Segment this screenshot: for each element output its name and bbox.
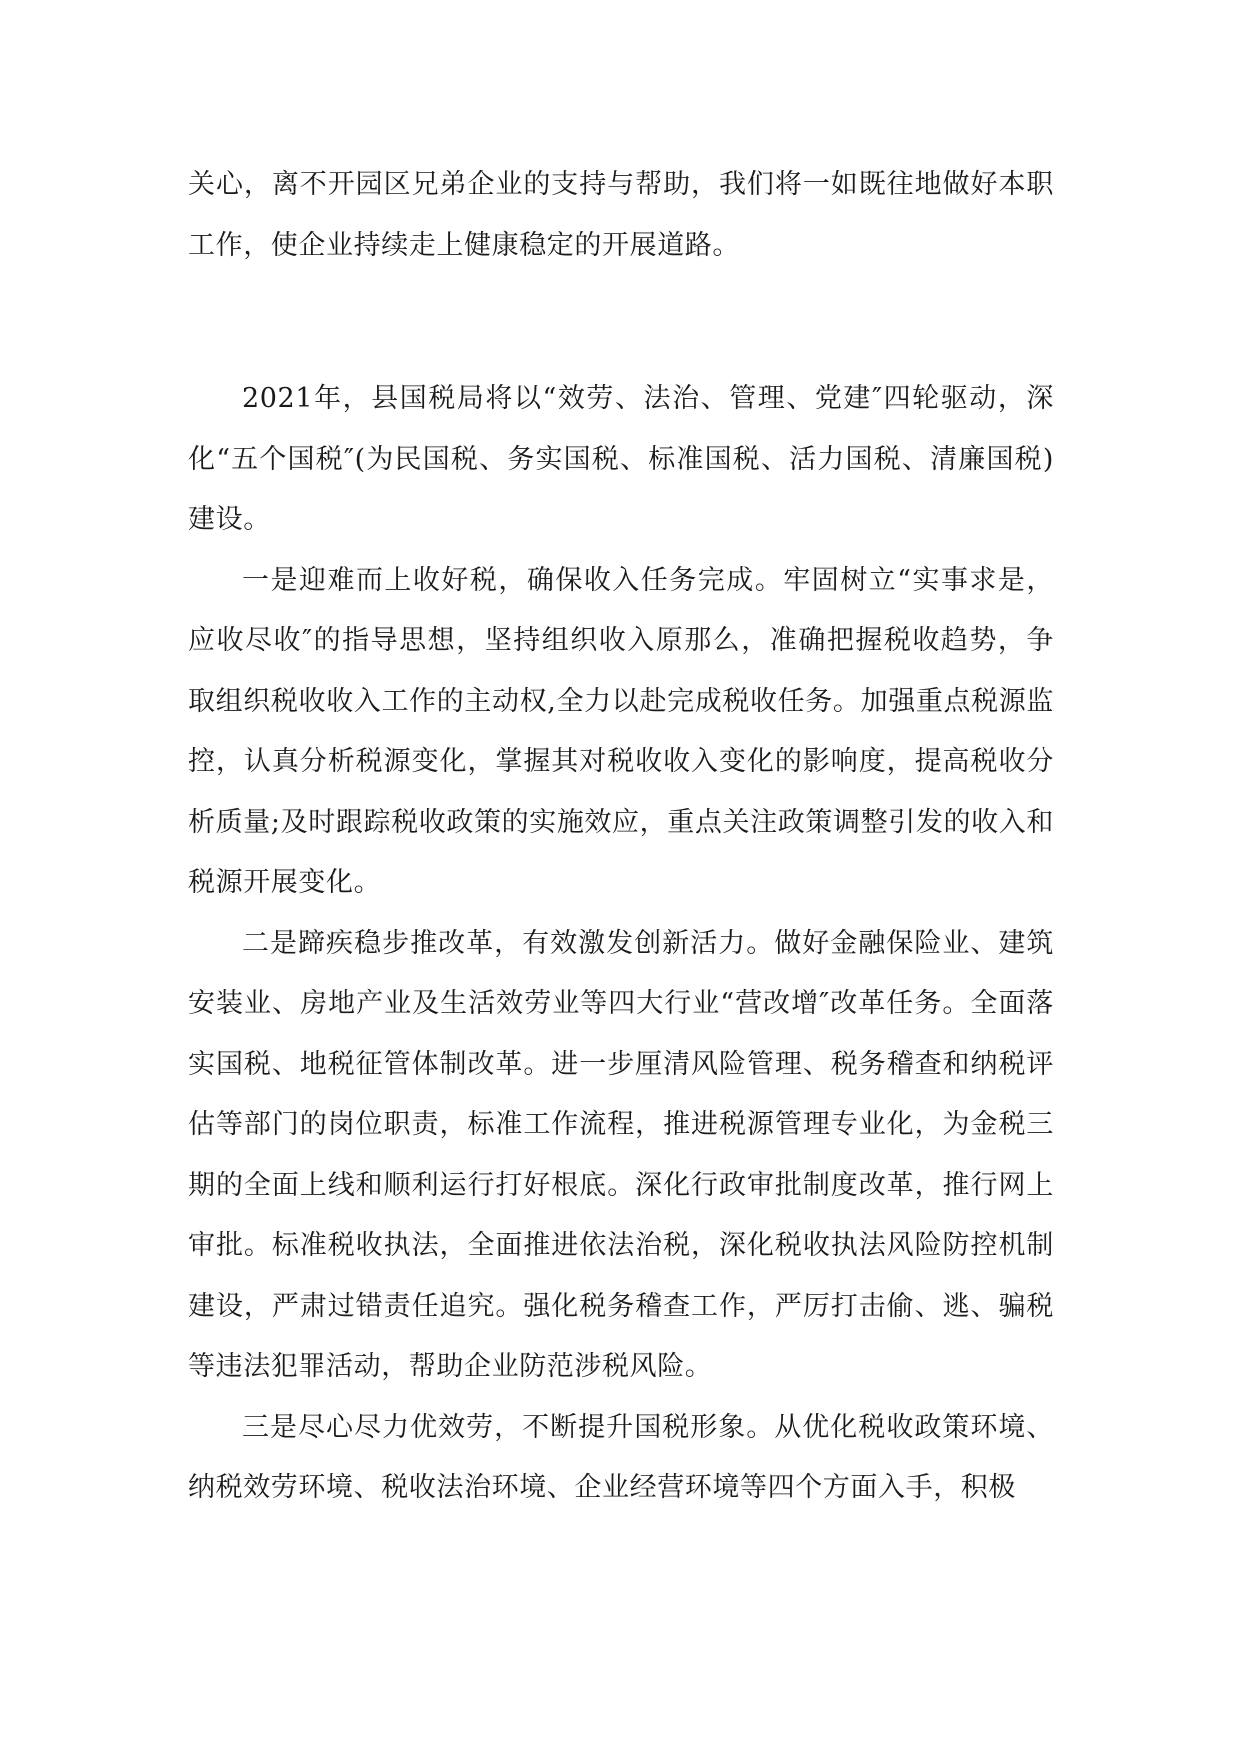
paragraph-continuation: 关心，离不开园区兄弟企业的支持与帮助，我们将一如既往地做好本职工作，使企业持续走上健康稳定的开展道路。 <box>188 169 1054 261</box>
paragraph-intro: 2021年，县国税局将以“效劳、法治、管理、党建″四轮驱动，深化“五个国税″(为民国税、务实国税、标准国税、活力国税、清廉国税)建设。 <box>188 383 1054 535</box>
paragraph-point-two: 二是蹄疾稳步推改革，有效激发创新活力。做好金融保险业、建筑安装业、房地产业及生活效劳业等四大行业“营改增″改革任务。全面落实国税、地税征管体制改革。进一步厘清风险管理、税务稽查和纳税评估等部门的岗位职责，标准工作流程，推进税源管理专业化，为金税三期的全面上线和顺利运行打好根底。深化行政审批制度改革，推行网上审批。标准税收执法，全面推进依法治税，深化税收执法风险防控机制建设，严肃过错责任追究。强化税务稽查工作，严厉打击偷、逃、骗税等违法犯罪活动，帮助企业防范涉税风险。 <box>188 927 1054 1382</box>
text-block-top <box>188 155 1054 276</box>
text-block-main <box>188 369 1054 1519</box>
paragraph-point-three: 三是尽心尽力优效劳，不断提升国税形象。从优化税收政策环境、纳税效劳环境、税收法治环境、企业经营环境等四个方面入手，积极 <box>188 1411 1054 1503</box>
paragraph-point-one: 一是迎难而上收好税，确保收入任务完成。牢固树立“实事求是，应收尽收″的指导思想，坚持组织收入原那么，准确把握税收趋势，争取组织税收收入工作的主动权,全力以赴完成税收任务。加强重点税源监控，认真分析税源变化，掌握其对税收收入变化的影响度，提高税收分析质量;及时跟踪税收政策的实施效应，重点关注政策调整引发的收入和税源开展变化。 <box>188 564 1054 898</box>
